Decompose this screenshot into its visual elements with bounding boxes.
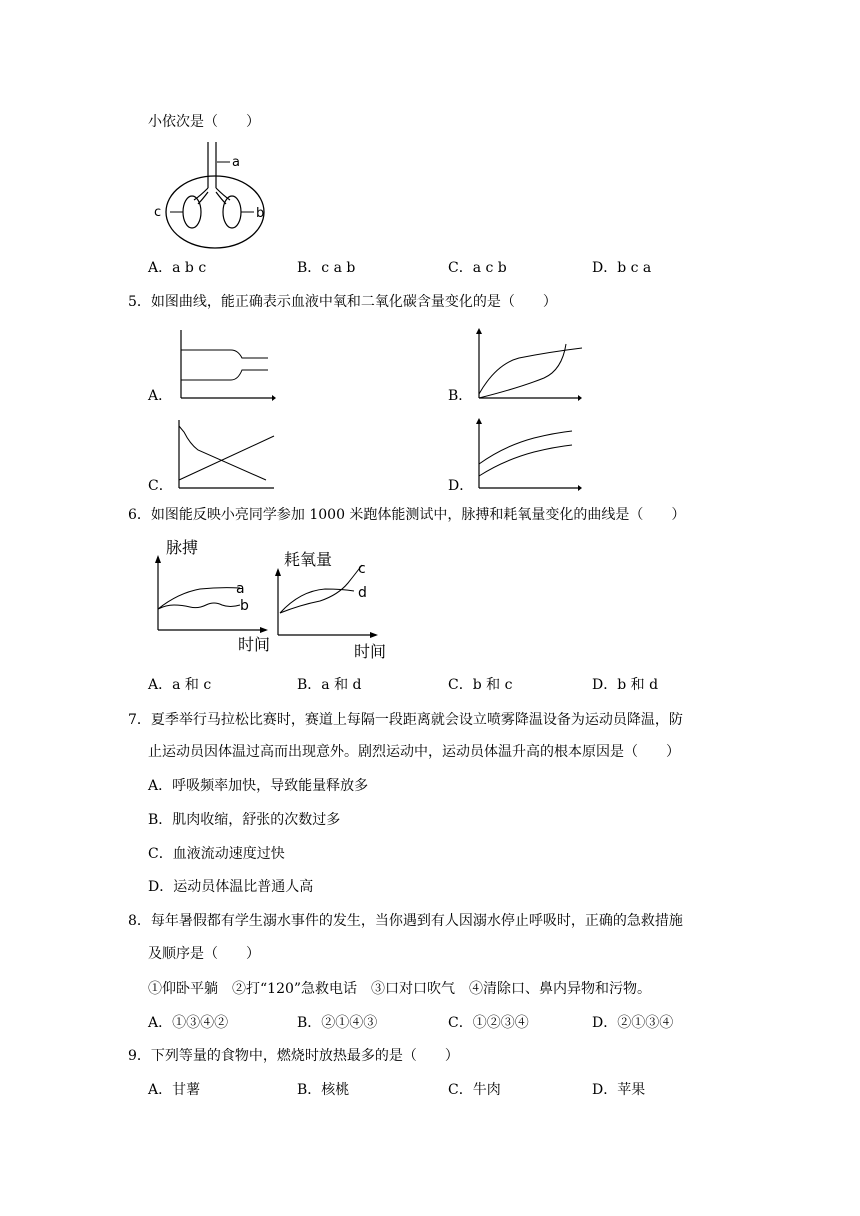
q6-option-b[interactable]: B．a 和 d <box>297 677 362 693</box>
q5-label-c[interactable]: C． <box>148 478 173 494</box>
q9-option-d[interactable]: D．苹果 <box>592 1082 646 1098</box>
q6-option-a[interactable]: A．a 和 c <box>148 677 212 693</box>
q6-option-c[interactable]: C．b 和 c <box>448 677 513 693</box>
q4-stem-tail: 小依次是（ ） <box>148 114 260 130</box>
q7-option-c[interactable]: C．血液流动速度过快 <box>148 846 285 862</box>
curve-a-label: a <box>236 581 245 597</box>
lung-diagram <box>150 140 280 255</box>
q4-option-a[interactable]: A．a b c <box>148 260 207 276</box>
label-c: c <box>154 205 162 220</box>
pulse-axis-label: 脉搏 <box>166 538 199 557</box>
q4-option-b[interactable]: B．c a b <box>297 260 356 276</box>
q9-stem: 9．下列等量的食物中，燃烧时放热最多的是（ ） <box>128 1048 459 1064</box>
q5-graph-a[interactable] <box>176 328 276 403</box>
q4-option-c[interactable]: C．a c b <box>448 260 507 276</box>
oxygen-axis-label: 耗氧量 <box>284 550 333 569</box>
q5-graph-d[interactable] <box>474 418 586 493</box>
q8-option-c[interactable]: C．①②③④ <box>448 1015 529 1031</box>
q5-label-b[interactable]: B． <box>448 388 473 404</box>
q9-option-c[interactable]: C．牛肉 <box>448 1082 501 1098</box>
q6-stem: 6．如图能反映小亮同学参加 1000 米跑体能测试中，脉搏和耗氧量变化的曲线是（ ） <box>128 507 686 523</box>
q8-stem-line1: 8．每年暑假都有学生溺水事件的发生，当你遇到有人因溺水停止呼吸时，正确的急救措施 <box>128 913 683 929</box>
q7-stem-line2: 止运动员因体温过高而出现意外。剧烈运动中，运动员体温升高的根本原因是（ ） <box>148 744 680 760</box>
q7-option-d[interactable]: D．运动员体温比普通人高 <box>148 879 314 895</box>
q9-option-b[interactable]: B．核桃 <box>297 1082 350 1098</box>
q6-figure <box>150 535 400 665</box>
label-b: b <box>256 206 265 221</box>
q9-option-a[interactable]: A．甘薯 <box>148 1082 201 1098</box>
q5-stem: 5．如图曲线，能正确表示血液中氧和二氧化碳含量变化的是（ ） <box>128 294 557 310</box>
q6-option-d[interactable]: D．b 和 d <box>592 677 659 693</box>
q5-graph-b[interactable] <box>474 328 586 403</box>
time-axis-label-left: 时间 <box>238 635 271 654</box>
q4-option-d[interactable]: D．b c a <box>592 260 652 276</box>
curve-b-label: b <box>240 598 249 614</box>
q5-graph-c[interactable] <box>174 418 282 493</box>
time-axis-label-right: 时间 <box>354 642 387 661</box>
curve-d-label: d <box>358 585 367 601</box>
q8-option-d[interactable]: D．②①③④ <box>592 1015 674 1031</box>
q7-option-b[interactable]: B．肌肉收缩，舒张的次数过多 <box>148 812 341 828</box>
q5-label-a[interactable]: A． <box>148 388 173 404</box>
q7-stem-line1: 7．夏季举行马拉松比赛时，赛道上每隔一段距离就会设立喷雾降温设备为运动员降温，防 <box>128 712 683 728</box>
q7-option-a[interactable]: A．呼吸频率加快，导致能量释放多 <box>148 778 369 794</box>
q8-stem-line2: 及顺序是（ ） <box>148 946 260 962</box>
q8-option-b[interactable]: B．②①④③ <box>297 1015 378 1031</box>
q8-steps: ①仰卧平躺 ②打“120”急救电话 ③口对口吹气 ④清除口、鼻内异物和污物。 <box>148 981 652 997</box>
label-a: a <box>232 155 240 170</box>
q8-option-a[interactable]: A．①③④② <box>148 1015 229 1031</box>
curve-c-label: c <box>358 561 366 577</box>
q5-label-d[interactable]: D． <box>448 478 474 494</box>
